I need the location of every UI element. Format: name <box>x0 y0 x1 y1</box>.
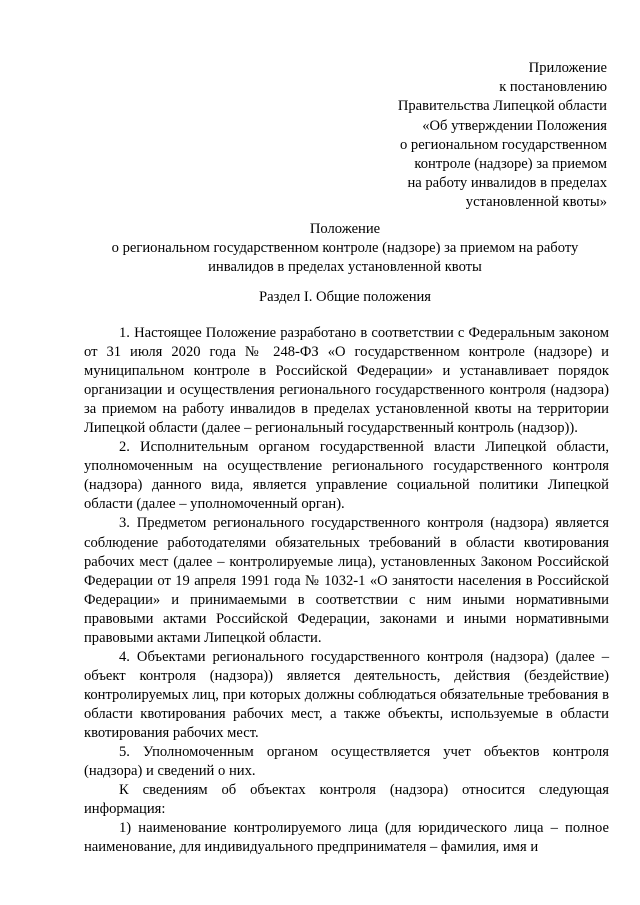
appendix-line: Приложение <box>528 60 607 76</box>
appendix-line: Правительства Липецкой области <box>397 98 607 115</box>
appendix-line: на работу инвалидов в пределах <box>407 175 607 192</box>
appendix-line: о региональном государственном <box>399 136 607 153</box>
title-line: о региональном государственном контроле (надзоре) за приемом на работу <box>111 240 579 257</box>
paragraph: 2. Исполнительным органом государственной власти Липецкой области, уполномоченным на осуществление регионального государственного контроля (надзора) данного вида, является управление социальной политики Липецкой области (далее – уполномоченный орган). <box>84 439 609 513</box>
appendix-header <box>367 59 607 213</box>
title-line: Положение <box>309 221 381 237</box>
title-line: инвалидов в пределах установленной квоты <box>208 259 482 276</box>
appendix-line: контроле (надзоре) за приемом <box>414 156 607 173</box>
paragraph: К сведениям об объектах контроля (надзора) относится следующая информация: <box>84 782 609 818</box>
appendix-line: «Об утверждении Положения <box>422 117 607 134</box>
paragraph: 1) наименование контролируемого лица (для юридического лица – полное наименование, для индивидуального предпринимателя – фамилия, имя и <box>84 820 609 856</box>
paragraph: 1. Настоящее Положение разработано в соответствии с Федеральным законом от 31 июля 2020 года № 248-ФЗ «О государственном контроле (надзоре) и муниципальном контроле в Российской Федерации» и устанавливает порядок организации и осуществления регионального государственного контроля (надзора) за приемом на работу инвалидов в пределах установленной квоты на территории Липецкой области (далее – региональный государственный контроль (надзор)). <box>84 325 609 437</box>
paragraph: 3. Предметом регионального государственного контроля (надзора) является соблюдение работодателями обязательных требований в области квотирования рабочих мест (далее – контролируемые лица), установленных Законом Российской Федерации от 19 апреля 1991 года № 1032-1 «О занятости населения в Российской Федерации» и принимаемыми в соответствии с ним иными нормативными правовыми актами Российской Федерации, законами и иными нормативными правовыми актами Липецкой области. <box>84 515 609 646</box>
appendix-line: к постановлению <box>499 79 607 96</box>
paragraph: 4. Объектами регионального государственного контроля (надзора) (далее – объект контроля (надзора)) является деятельность, действия (бездействие) контролируемых лиц, при которых должны соблюдаться обязательные требования в области квотирования рабочих мест, а также объекты, используемые в области квотирования рабочих мест. <box>84 648 609 741</box>
section-heading: Раздел I. Общие положения <box>258 289 432 305</box>
document-body <box>84 324 609 857</box>
document-title <box>85 220 605 278</box>
paragraph: 5. Уполномоченным органом осуществляется учет объектов контроля (надзора) и сведений о них. <box>84 744 609 780</box>
appendix-line: установленной квоты» <box>465 194 607 211</box>
